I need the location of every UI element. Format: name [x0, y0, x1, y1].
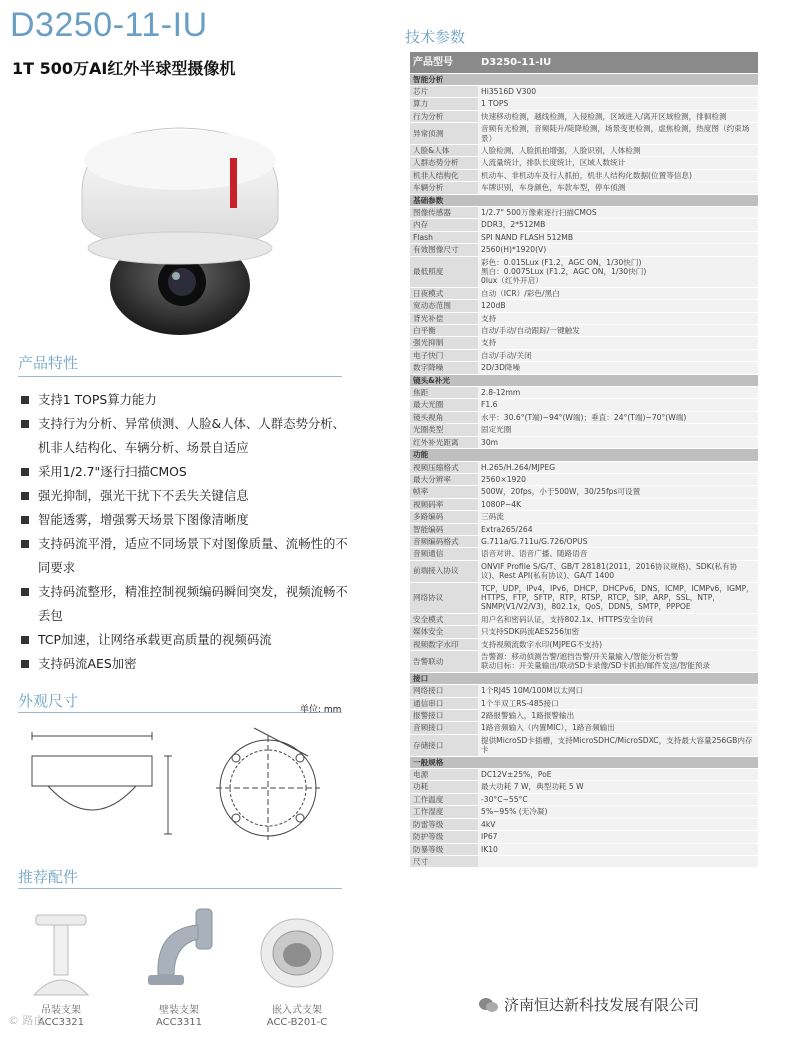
spec-key: 电子快门 [410, 349, 478, 361]
spec-key: 芯片 [410, 85, 478, 97]
spec-key: 图像传感器 [410, 206, 478, 218]
spec-key: 人脸&人体 [410, 144, 478, 156]
spec-key: 存储接口 [410, 734, 478, 756]
spec-header-row [410, 52, 758, 73]
spec-key: 报警接口 [410, 710, 478, 722]
spec-value: F1.6 [478, 399, 758, 411]
spec-row [410, 697, 758, 709]
accessory-pendant-mount [6, 905, 116, 1029]
spec-value: 1个半双工RS-485接口 [478, 697, 758, 709]
watermark-right [478, 994, 699, 1015]
dimensions-heading: 外观尺寸 [18, 692, 79, 710]
spec-value: 用户名和密码认证，支持802.1x、HTTPS安全访问 [478, 613, 758, 625]
spec-key: 前端接入协议 [410, 560, 478, 582]
spec-value: 只支持SDK码流AES256加密 [478, 626, 758, 638]
spec-value [478, 855, 758, 867]
spec-row [410, 256, 758, 287]
spec-key: 防雷等级 [410, 818, 478, 830]
spec-row [410, 535, 758, 547]
spec-key: 功耗 [410, 781, 478, 793]
features-divider [18, 376, 342, 377]
spec-row [410, 793, 758, 805]
spec-row [410, 98, 758, 110]
spec-key: 最大光圈 [410, 399, 478, 411]
spec-key: 网络接口 [410, 685, 478, 697]
spec-key: 防护等级 [410, 831, 478, 843]
spec-row [410, 325, 758, 337]
spec-key: 工作温度 [410, 793, 478, 805]
spec-row [410, 613, 758, 625]
spec-row [410, 734, 758, 756]
spec-row [410, 219, 758, 231]
company-name: 济南恒达新科技发展有限公司 [504, 996, 700, 1014]
spec-row [410, 362, 758, 374]
spec-value: 5%~95% (无冷凝) [478, 806, 758, 818]
spec-row [410, 287, 758, 299]
spec-key: 最大分辨率 [410, 473, 478, 485]
spec-value: 机动车、非机动车及行人抓拍，机非人结构化数据(位置等信息) [478, 169, 758, 181]
spec-row [410, 831, 758, 843]
spec-row [410, 123, 758, 145]
spec-value: 快速移动检测，越线检测，入侵检测，区域进入/离开区域检测，徘徊检测 [478, 110, 758, 122]
spec-value: 1/2.7" 500万像素逐行扫描CMOS [478, 206, 758, 218]
spec-key: 尺寸 [410, 855, 478, 867]
spec-section-title: 镜头&补光 [410, 374, 758, 386]
spec-row [410, 300, 758, 312]
spec-section-row [410, 194, 758, 206]
spec-value: 彩色：0.015Lux (F1.2，AGC ON，1/30快门) 黑白：0.0075Lux (F1.2，AGC ON，1/30快门) 0lux（红外开启） [478, 256, 758, 287]
features-heading: 产品特性 [18, 354, 79, 372]
spec-key: 视频压缩格式 [410, 461, 478, 473]
spec-section-title: 智能分析 [410, 73, 758, 85]
spec-value: 自动/手动/自动跟踪/一键触发 [478, 325, 758, 337]
spec-key: Flash [410, 231, 478, 243]
feature-item: 支持1 TOPS算力能力 [20, 388, 350, 412]
accessory-model: ACC3321 [37, 1017, 85, 1028]
spec-value: DDR3，2*512MB [478, 219, 758, 231]
spec-key: 红外补光距离 [410, 436, 478, 448]
spec-key: 工作湿度 [410, 806, 478, 818]
spec-value: Hi3516D V300 [478, 85, 758, 97]
feature-item: 智能透雾，增强雾天场景下图像清晰度 [20, 508, 350, 532]
spec-key: 焦距 [410, 387, 478, 399]
spec-row [410, 182, 758, 194]
unit-label: 单位: mm [300, 705, 342, 715]
feature-list [20, 388, 350, 676]
spec-key: 日夜模式 [410, 287, 478, 299]
spec-value: 三码流 [478, 511, 758, 523]
feature-item: 支持行为分析、异常侦测、人脸&人体、人群态势分析、机非人结构化、车辆分析、场景自适应 [20, 412, 350, 460]
accessory-wall-mount [124, 905, 234, 1029]
spec-value: 最大功耗 7 W，典型功耗 5 W [478, 781, 758, 793]
spec-row [410, 387, 758, 399]
spec-value: 支持 [478, 312, 758, 324]
spec-value: IK10 [478, 843, 758, 855]
spec-value: ONVIF Profile S/G/T、GB/T 28181(2011，2016协议规格)、SDK(私有协议)、Rest API(私有协议)、GA/T 1400 [478, 560, 758, 582]
spec-value: -30°C~55°C [478, 793, 758, 805]
spec-row [410, 144, 758, 156]
spec-row [410, 626, 758, 638]
spec-section-row [410, 374, 758, 386]
spec-row [410, 781, 758, 793]
spec-section-title: 接口 [410, 672, 758, 684]
spec-value: 水平：30.6°(T端)~94°(W端)；垂直：24°(T端)~70°(W端) [478, 411, 758, 423]
spec-key: 电源 [410, 769, 478, 781]
spec-section-row [410, 449, 758, 461]
spec-row [410, 511, 758, 523]
spec-value: 固定光圈 [478, 424, 758, 436]
spec-value: 1个RJ45 10M/100M以太网口 [478, 685, 758, 697]
spec-row [410, 523, 758, 535]
spec-value: TCP，UDP，IPv4，IPv6，DHCP，DHCPv6，DNS，ICMP，ICMPv6，IGMP，HTTPS，FTP，SFTP，RTP，RTSP，RTCP，SIP，ARP，SSL，NTP，SNMP(V1/V2/V3)，802.1x，QoS，DDNS，SMTP，PPPOE [478, 582, 758, 613]
spec-heading: 技术参数 [405, 28, 466, 46]
spec-table-wrapper [410, 52, 758, 868]
spec-row [410, 638, 758, 650]
accessories-divider [18, 888, 342, 889]
dimension-drawing [18, 716, 348, 846]
spec-header-value: D3250-11-IU [478, 52, 758, 73]
spec-key: 音频接口 [410, 722, 478, 734]
feature-item: 支持码流整形，精准控制视频编码瞬间突发，视频流畅不丢包 [20, 580, 350, 628]
spec-value: 1080P~4K [478, 498, 758, 510]
spec-row [410, 843, 758, 855]
spec-table [410, 52, 758, 868]
spec-value: Extra265/264 [478, 523, 758, 535]
spec-row [410, 685, 758, 697]
spec-value: 支持 [478, 337, 758, 349]
wechat-icon [478, 996, 500, 1014]
spec-key: 人群态势分析 [410, 157, 478, 169]
spec-key: 告警联动 [410, 651, 478, 673]
spec-section-title: 一般规格 [410, 756, 758, 768]
spec-key: 行为分析 [410, 110, 478, 122]
spec-key: 安全模式 [410, 613, 478, 625]
spec-key: 媒体安全 [410, 626, 478, 638]
feature-item: TCP加速，让网络承载更高质量的视频码流 [20, 628, 350, 652]
spec-key: 防暴等级 [410, 843, 478, 855]
spec-row [410, 651, 758, 673]
spec-row [410, 473, 758, 485]
accessory-name: 嵌入式支架 [272, 1005, 322, 1016]
feature-item: 强光抑制，强光干扰下不丢失关键信息 [20, 484, 350, 508]
product-subtitle: 1T 500万AI红外半球型摄像机 [12, 59, 236, 78]
spec-value: 人脸检测，人脸抓拍增强，人脸识别，人体检测 [478, 144, 758, 156]
spec-key: 强光抑制 [410, 337, 478, 349]
spec-row [410, 85, 758, 97]
spec-row [410, 349, 758, 361]
feature-item: 支持码流AES加密 [20, 652, 350, 676]
spec-row [410, 722, 758, 734]
spec-key: 机非人结构化 [410, 169, 478, 181]
spec-value: 语音对讲、语音广播、随路语音 [478, 548, 758, 560]
spec-value: 2560(H)*1920(V) [478, 244, 758, 256]
accessory-name: 吊装支架 [41, 1005, 81, 1016]
spec-value: 30m [478, 436, 758, 448]
spec-row [410, 769, 758, 781]
spec-value: 车牌识别，车身颜色，车款车型，停车侦测 [478, 182, 758, 194]
spec-section-row [410, 756, 758, 768]
spec-value: 2D/3D降噪 [478, 362, 758, 374]
spec-value: 音频有无检测，音频陡升/陡降检测，场景变更检测，虚焦检测，热度图（约束场景） [478, 123, 758, 145]
spec-row [410, 486, 758, 498]
spec-value: 4kV [478, 818, 758, 830]
dimensions-divider [18, 712, 342, 713]
spec-key: 智能编码 [410, 523, 478, 535]
spec-value: 人流量统计，排队长度统计，区域人数统计 [478, 157, 758, 169]
spec-value: 自动（ICR）/彩色/黑白 [478, 287, 758, 299]
spec-key: 内存 [410, 219, 478, 231]
feature-item: 采用1/2.7"逐行扫描CMOS [20, 460, 350, 484]
spec-key: 多路编码 [410, 511, 478, 523]
spec-row [410, 461, 758, 473]
spec-row [410, 548, 758, 560]
spec-key: 车辆分析 [410, 182, 478, 194]
spec-row [410, 411, 758, 423]
spec-row [410, 818, 758, 830]
spec-key: 光圈类型 [410, 424, 478, 436]
spec-value: 1路音频输入（内置MIC），1路音频输出 [478, 722, 758, 734]
spec-row [410, 436, 758, 448]
spec-row [410, 231, 758, 243]
spec-key: 背光补偿 [410, 312, 478, 324]
spec-value: H.265/H.264/MJPEG [478, 461, 758, 473]
accessories-heading: 推荐配件 [18, 868, 79, 886]
spec-row [410, 710, 758, 722]
spec-key: 音频编码格式 [410, 535, 478, 547]
spec-row [410, 582, 758, 613]
spec-row [410, 399, 758, 411]
product-model-title: D3250-11-IU [10, 6, 208, 44]
spec-value: 提供MicroSD卡插槽，支持MicroSDHC/MicroSDXC，支持最大容量256GB内存卡 [478, 734, 758, 756]
spec-key: 最低照度 [410, 256, 478, 287]
spec-row [410, 169, 758, 181]
spec-key: 数字降噪 [410, 362, 478, 374]
pendant-mount-icon [18, 905, 104, 1005]
spec-row [410, 337, 758, 349]
spec-section-row [410, 73, 758, 85]
spec-key: 宽动态范围 [410, 300, 478, 312]
accessory-embedded-mount [242, 905, 352, 1029]
accessory-name: 壁装支架 [159, 1005, 199, 1016]
spec-row [410, 806, 758, 818]
spec-value: 告警源：移动侦测告警/遮挡告警/开关量输入/智能分析告警 联动目标：开关量输出/联动SD卡录像/SD卡抓拍/邮件发送/智能预录 [478, 651, 758, 673]
feature-item: 支持码流平滑，适应不同场景下对图像质量、流畅性的不同要求 [20, 532, 350, 580]
dome-camera-image [70, 120, 290, 335]
spec-key: 镜头视角 [410, 411, 478, 423]
spec-key: 有效图像尺寸 [410, 244, 478, 256]
spec-row [410, 312, 758, 324]
watermark-left: © 路由 [8, 1014, 45, 1027]
spec-key: 通信串口 [410, 697, 478, 709]
spec-value: 2.8-12mm [478, 387, 758, 399]
spec-row [410, 206, 758, 218]
spec-value: SPI NAND FLASH 512MB [478, 231, 758, 243]
spec-value: IP67 [478, 831, 758, 843]
spec-value: G.711a/G.711u/G.726/OPUS [478, 535, 758, 547]
spec-value: 120dB [478, 300, 758, 312]
spec-row [410, 560, 758, 582]
spec-key: 异常侦测 [410, 123, 478, 145]
spec-key: 视频数字水印 [410, 638, 478, 650]
spec-row [410, 424, 758, 436]
spec-key: 音频通信 [410, 548, 478, 560]
spec-row [410, 110, 758, 122]
spec-key: 视频码率 [410, 498, 478, 510]
spec-value: 2路报警输入，1路报警输出 [478, 710, 758, 722]
embedded-mount-icon [254, 905, 340, 1005]
spec-value: DC12V±25%，PoE [478, 769, 758, 781]
spec-row [410, 157, 758, 169]
accessory-model: ACC3311 [155, 1017, 203, 1028]
spec-key: 帧率 [410, 486, 478, 498]
spec-value: 自动/手动/关闭 [478, 349, 758, 361]
spec-key: 网络协议 [410, 582, 478, 613]
spec-row [410, 855, 758, 867]
spec-row [410, 498, 758, 510]
spec-value: 1 TOPS [478, 98, 758, 110]
spec-key: 白平衡 [410, 325, 478, 337]
spec-section-row [410, 672, 758, 684]
spec-section-title: 功能 [410, 449, 758, 461]
spec-header-key: 产品型号 [410, 52, 478, 73]
accessory-model: ACC-B201-C [266, 1017, 328, 1028]
spec-key: 算力 [410, 98, 478, 110]
spec-section-title: 基础参数 [410, 194, 758, 206]
spec-value: 500W，20fps，小于500W，30/25fps可设置 [478, 486, 758, 498]
wall-mount-icon [136, 905, 222, 1005]
spec-row [410, 244, 758, 256]
spec-value: 2560×1920 [478, 473, 758, 485]
spec-value: 支持视频流数字水印(MJPEG不支持) [478, 638, 758, 650]
